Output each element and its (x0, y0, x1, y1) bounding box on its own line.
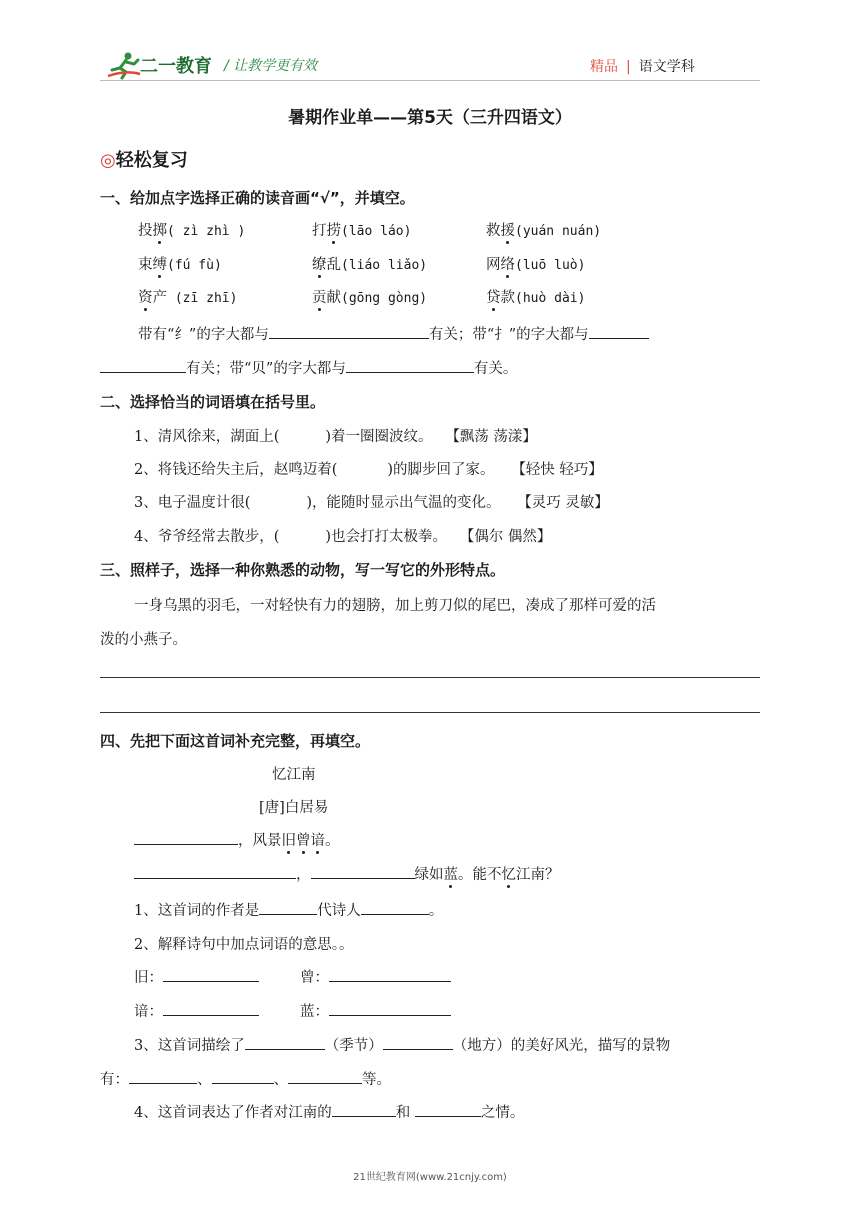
pinyin-item: 资产 (zī zhī) (138, 290, 238, 306)
answer-blank[interactable] (415, 1101, 481, 1117)
slogan: / 让教学更有效 (224, 58, 318, 74)
section-heading (100, 146, 188, 172)
answer-blank[interactable] (134, 829, 238, 845)
answer-blank[interactable] (288, 1068, 362, 1084)
subject-label: 语文学科 (638, 59, 695, 75)
header-divider: | (626, 59, 631, 75)
header-rule (100, 80, 760, 81)
answer-blank[interactable] (134, 863, 296, 879)
header-right (590, 56, 695, 76)
answer-blank[interactable] (332, 1101, 396, 1117)
answer-blank[interactable] (589, 323, 649, 339)
answer-blank[interactable] (383, 1034, 453, 1050)
quality-badge: 精品 (590, 59, 618, 75)
meaning-lan: 蓝： (300, 1000, 451, 1021)
poem-line-2: ， 绿如蓝。能不忆江南？ (134, 863, 560, 884)
answer-blank[interactable] (245, 1034, 325, 1050)
choice-item: 2、将钱还给失主后，赵鸣迈着( )的脚步回了家。 【轻快 轻巧】 (134, 462, 603, 478)
example-text: 一身乌黑的羽毛，一对轻快有力的翅膀，加上剪刀似的尾巴，凑成了那样可爱的活 (134, 598, 656, 614)
pinyin-item: 投掷( zì zhì ) (138, 223, 246, 239)
poem-author: [唐]白居易 (259, 800, 329, 816)
answer-blank[interactable] (212, 1068, 274, 1084)
sub-question-1: 1、这首词的作者是 代诗人 。 (134, 899, 443, 920)
answer-blank[interactable] (100, 357, 186, 373)
page-title: 暑期作业单——第5天（三升四语文） (288, 108, 572, 128)
answer-blank[interactable] (163, 966, 259, 982)
meaning-an: 谙： (134, 1000, 259, 1021)
question-1-heading: 一、给加点字选择正确的读音画“√”，并填空。 (100, 189, 415, 207)
answer-blank[interactable] (329, 1000, 451, 1016)
example-text: 泼的小燕子。 (100, 632, 187, 648)
pinyin-item: 打捞(lāo láo) (312, 223, 412, 239)
answer-blank[interactable] (311, 863, 415, 879)
choice-item: 1、清风徐来，湖面上( )着一圈圈波纹。 【飘荡 荡漾】 (134, 429, 537, 445)
choice-item: 3、电子温度计很( )，能随时显示出气温的变化。 【灵巧 灵敏】 (134, 495, 609, 511)
poem-line-1: ，风景旧曾谙。 (134, 829, 340, 850)
answer-blank[interactable] (269, 323, 429, 339)
meaning-ceng: 曾： (300, 966, 451, 987)
sub-question-3: 3、这首词描绘了 （季节） （地方）的美好风光，描写的景物 (134, 1034, 670, 1055)
pinyin-item: 贷款(huò dài) (486, 290, 586, 306)
question-3-heading: 三、照样子，选择一种你熟悉的动物，写一写它的外形特点。 (100, 561, 506, 579)
answer-blank[interactable] (346, 357, 474, 373)
poem-title: 忆江南 (272, 767, 316, 783)
pinyin-item: 网络(luō luò) (486, 257, 586, 273)
choice-item: 4、爷爷经常去散步，( )也会打打太极拳。 【偶尔 偶然】 (134, 529, 552, 545)
fill-line-2: 有关；带“贝”的字大都与 有关。 (100, 357, 517, 378)
pinyin-item: 贡献(gōng gòng) (312, 290, 428, 306)
question-2-heading: 二、选择恰当的词语填在括号里。 (100, 393, 326, 411)
page-footer: 21世纪教育网(www.21cnjy.com) (353, 1172, 507, 1183)
sub-question-4: 4、这首词表达了作者对江南的 和 之情。 (134, 1101, 524, 1122)
answer-blank[interactable] (259, 899, 317, 915)
answer-blank[interactable] (163, 1000, 259, 1016)
question-4-heading: 四、先把下面这首词补充完整，再填空。 (100, 732, 371, 750)
pinyin-item: 救援(yuán nuán) (486, 223, 602, 239)
meaning-jiu: 旧： (134, 966, 259, 987)
sub-question-3-cont: 有： 、 、 等。 (100, 1068, 391, 1089)
writing-line[interactable] (100, 712, 760, 713)
writing-line[interactable] (100, 677, 760, 678)
answer-blank[interactable] (129, 1068, 197, 1084)
fill-line-1: 带有“纟”的字大都与 有关；带“扌”的字大都与 (138, 323, 649, 344)
logo-text: 二一教育 (140, 56, 212, 77)
pinyin-item: 缭乱(liáo liǎo) (312, 257, 428, 273)
answer-blank[interactable] (361, 899, 429, 915)
bullet-icon: ◎ (100, 150, 116, 171)
section-label: 轻松复习 (115, 150, 188, 171)
answer-blank[interactable] (329, 966, 451, 982)
sub-question-2: 2、解释诗句中加点词语的意思。。 (134, 937, 354, 953)
pinyin-item: 束缚(fú fù) (138, 257, 222, 273)
